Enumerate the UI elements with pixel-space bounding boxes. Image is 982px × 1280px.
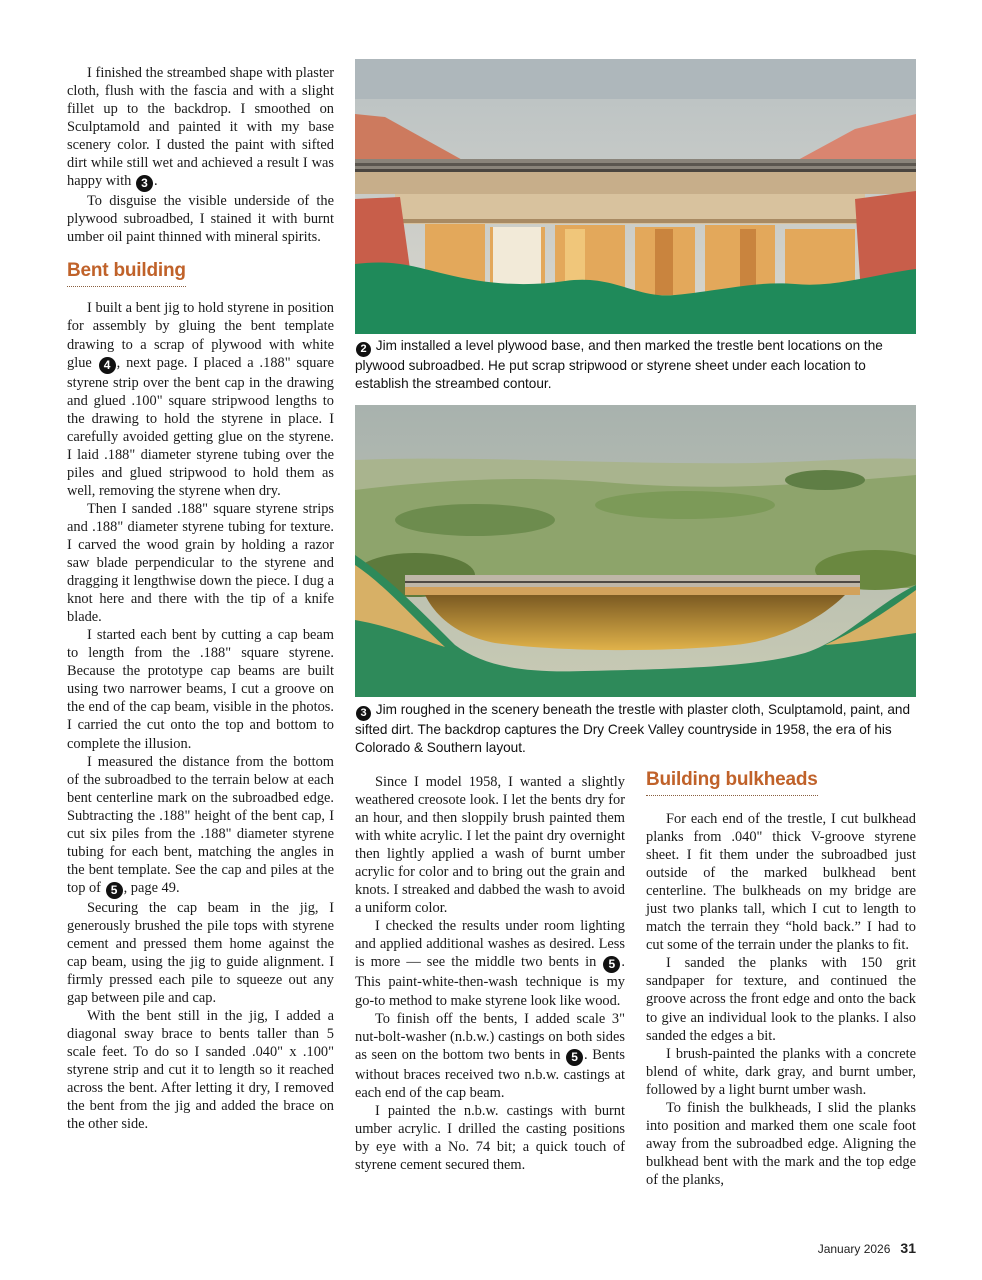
- paragraph: I sanded the planks with 150 grit sandpaper for texture, and continued the groove across the front edge and onto the back to give an individual look to the planks. I also sanded the edges a bit.: [646, 955, 916, 1044]
- trestle-scenery-image: [355, 405, 916, 697]
- section-heading: Bent building: [67, 259, 186, 287]
- paragraph: I started each bent by cutting a cap beam to length from the .188" square styrene. Because the prototype cap beams are built using two narrower beams, I cut a groove on the end of the cap beam, visible in the photos. I carried the cut onto the top and bottom to complete the illusion.: [67, 627, 334, 752]
- figure-number-badge: 3: [356, 706, 371, 721]
- column-3: [646, 768, 916, 1189]
- page-number: 31: [900, 1240, 916, 1256]
- paragraph: Securing the cap beam in the jig, I generously brushed the pile tops with styrene cement and pressed them home against the cap beam, using the jig to guide alignment. I firmly pressed each pile to squeeze out any gap between pile and cap.: [67, 899, 334, 1007]
- photo-trestle-base: [355, 59, 916, 334]
- paragraph: I finished the streambed shape with plaster cloth, flush with the fascia and with a slight fillet up to the backdrop. I smoothed on Sculptamold and painted it with my base scenery color. I dusted the paint with sifted dirt while still wet and achieved a result I was happy with 3 .: [67, 65, 334, 191]
- paragraph: Since I model 1958, I wanted a slightly weathered creosote look. I let the bents dry for an hour, and then sloppily brush painted them with white acrylic. I let the paint dry overnight then lightly applied a wash of burnt umber acrylic for color and to bring out the grain and knots. I streaked and dabbed the wash to avoid a uniform color.: [355, 774, 625, 917]
- paragraph: I built a bent jig to hold styrene in position for assembly by gluing the bent template drawing to a scrap of plywood with white glue 4 , next page. I placed a .188" square styrene strip over the bent cap in the drawing and glued .100" square stripwood lengths to the drawing to hold the styrene in place. I carefully avoided getting glue on the styrene. I laid .188" diameter styrene tubing over the piles and glued stripwood to hold them as well, removing the styrene when dry.: [67, 300, 334, 499]
- photo-trestle-scenery: [355, 405, 916, 697]
- paragraph: I measured the distance from the bottom of the subroadbed to the terrain below at each bent centerline mark on the subroadbed edge. Subtracting the .188" height of the bent cap, I cut six piles from the .188" diameter styrene tubing for each bent, matching the angles in the bent template. See the cap and piles at the top of 5 , page 49.: [67, 753, 334, 897]
- figure-ref-badge: 5: [566, 1049, 583, 1066]
- figure-ref-badge: 5: [106, 882, 123, 899]
- issue-date: January 2026: [817, 1242, 891, 1256]
- paragraph: To finish the bulkheads, I slid the planks into position and marked them one scale foot away from the subroadbed edge. Aligning the bulkhead bent with the mark and the top edge of the planks,: [646, 1099, 916, 1188]
- figure-ref-badge: 5: [603, 956, 620, 973]
- photo-3-caption: 3 Jim roughed in the scenery beneath the trestle with plaster cloth, Sculptamold, paint, and sifted dirt. The backdrop captures the Dry Creek Valley countryside in 1958, the era of his Colorado & Southern layout.: [355, 702, 911, 755]
- paragraph: Then I sanded .188" square styrene strips and .188" diameter styrene tubing for texture. I carved the wood grain by holding a razor saw blade perpendicular to the styrene and dragging it lengthwise down the piece. I dug a knot here and there with the tip of a knife blade.: [67, 500, 334, 626]
- paragraph: For each end of the trestle, I cut bulkhead planks from .040" thick V-groove styrene sheet. I fit them under the subroadbed just outside of the marked bulkhead bent centerline. The bulkheads on my bridge are just two planks tall, which I cut to length to match the terrain they “hold back.” I had to cut some of the terrain under the planks to fit.: [646, 811, 916, 954]
- paragraph: I brush-painted the planks with a concrete blend of white, dark gray, and burnt umber, followed by a light burnt umber wash.: [646, 1045, 916, 1098]
- figure-number-badge: 2: [356, 342, 371, 357]
- column-2: [355, 773, 625, 1174]
- figure-ref-badge: 3: [136, 175, 153, 192]
- paragraph: To finish off the bents, I added scale 3" nut-bolt-washer (n.b.w.) castings on both sides as seen on the bottom two bents in 5 . Bents without braces received two n.b.w. castings at each end of the cap beam.: [355, 1010, 625, 1101]
- section-heading: Building bulkheads: [646, 768, 818, 796]
- photo-2-caption: 2 Jim installed a level plywood base, and then marked the trestle bent locations on the plywood subroadbed. He put scrap stripwood or styrene sheet under each location to establish the streambed contour.: [355, 338, 883, 391]
- figure-ref-badge: 4: [99, 357, 116, 374]
- column-1: [67, 64, 334, 1133]
- paragraph: With the bent still in the jig, I added a diagonal sway brace to bents taller than 5 scale feet. To do so I sanded .040" x .100" styrene strip and cut it to length so it reached across the bent. After letting it dry, I removed the bent from the jig and added the brace on the other side.: [67, 1008, 334, 1133]
- page-footer: [818, 1240, 916, 1256]
- paragraph: To disguise the visible underside of the plywood subroadbed, I stained it with burnt umber oil paint thinned with mineral spirits.: [67, 193, 334, 246]
- paragraph: I painted the n.b.w. castings with burnt umber acrylic. I drilled the casting positions by eye with a No. 74 bit; a quick touch of styrene cement secured them.: [355, 1102, 625, 1173]
- paragraph: I checked the results under room lighting and applied additional washes as desired. Less is more — see the middle two bents in 5 . This paint-white-then-wash technique is my go-to method to make styrene look like wood.: [355, 918, 625, 1009]
- trestle-base-image: [355, 59, 916, 334]
